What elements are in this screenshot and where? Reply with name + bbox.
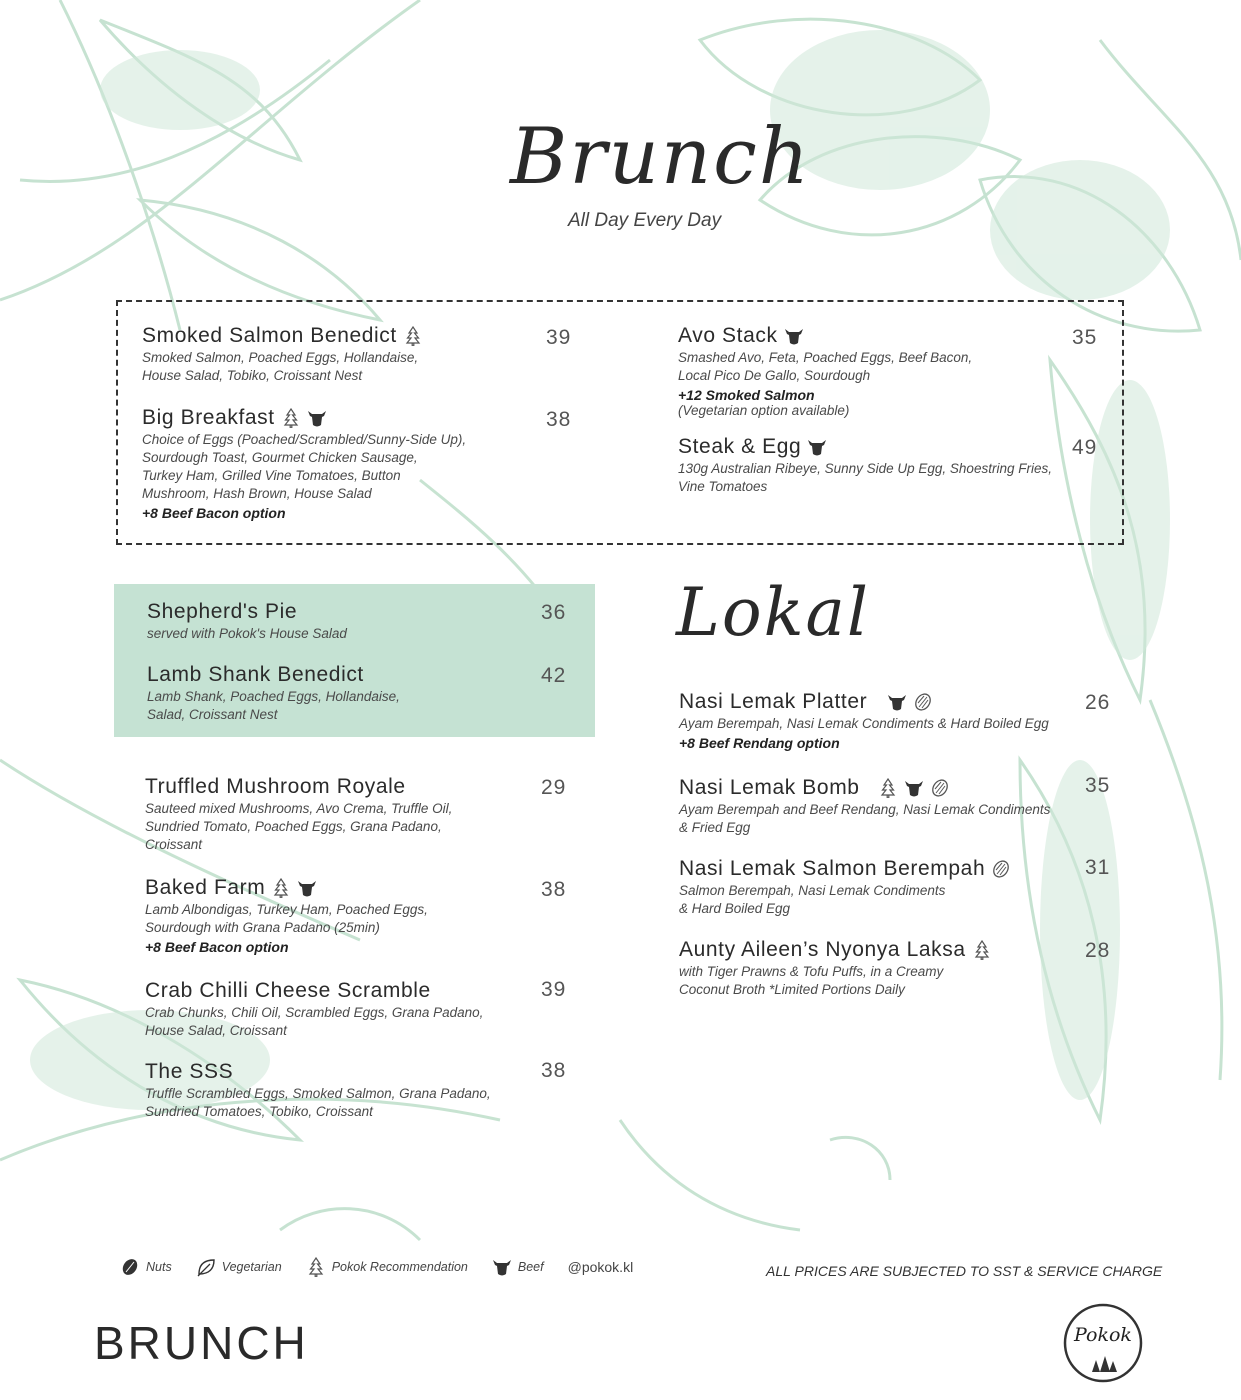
item-desc-line: Salmon Berempah, Nasi Lemak Condiments	[679, 883, 946, 898]
item-addon: +8 Beef Rendang option	[679, 735, 840, 751]
beef-icon	[904, 778, 924, 798]
legend-label: Pokok Recommendation	[331, 1260, 468, 1274]
pokok-recommendation-icon	[271, 878, 291, 898]
item-desc-line: Salad, Croissant Nest	[147, 707, 278, 722]
beef-icon	[887, 692, 907, 712]
item-addon: +12 Smoked Salmon	[678, 387, 815, 403]
item-price: 39	[546, 326, 572, 349]
menu-item-steak-and-egg	[678, 435, 1052, 496]
item-price: 29	[541, 776, 567, 799]
item-name: Smoked Salmon Benedict	[142, 324, 397, 347]
item-price: 31	[1085, 856, 1111, 879]
item-desc-line: Smoked Salmon, Poached Eggs, Hollandaise,	[142, 350, 419, 365]
legend-label: Beef	[517, 1260, 544, 1274]
item-name: Lamb Shank Benedict	[147, 663, 364, 686]
item-name: Nasi Lemak Platter	[679, 690, 868, 713]
item-name: Nasi Lemak Salmon Berempah	[679, 857, 986, 880]
item-desc-line: Vine Tomatoes	[678, 479, 768, 494]
item-desc-line: 130g Australian Ribeye, Sunny Side Up Egg, Shoestring Fries,	[678, 461, 1052, 476]
item-desc-line: Turkey Ham, Grilled Vine Tomatoes, Button	[142, 468, 401, 483]
item-price: 35	[1072, 326, 1098, 349]
beef-icon	[492, 1257, 512, 1277]
item-price: 42	[541, 664, 567, 687]
pokok-recommendation-icon	[972, 940, 992, 960]
item-desc-line: Croissant	[145, 837, 203, 852]
item-desc-line: Choice of Eggs (Poached/Scrambled/Sunny-Side Up),	[142, 432, 467, 447]
item-price: 36	[541, 601, 567, 624]
legend-nuts	[120, 1257, 172, 1277]
item-note: (Vegetarian option available)	[678, 403, 850, 418]
vegetarian-leaf-icon	[196, 1257, 216, 1277]
item-desc-line: Coconut Broth *Limited Portions Daily	[679, 982, 905, 997]
menu-item-avo-stack	[678, 324, 972, 418]
menu-item-nasi-lemak-bomb	[679, 776, 1050, 837]
menu-item-smoked-salmon-benedict	[142, 324, 423, 385]
legend-label: Nuts	[146, 1260, 172, 1274]
item-desc-line: Truffle Scrambled Eggs, Smoked Salmon, Grana Padano,	[145, 1086, 491, 1101]
nuts-icon	[991, 859, 1011, 879]
legend-recommendation	[306, 1257, 468, 1277]
item-price: 26	[1085, 691, 1111, 714]
item-name: Aunty Aileen’s Nyonya Laksa	[679, 938, 966, 961]
item-desc-line: Mushroom, Hash Brown, House Salad	[142, 486, 372, 501]
beef-icon	[307, 408, 327, 428]
item-name: Steak & Egg	[678, 435, 802, 458]
item-name: Nasi Lemak Bomb	[679, 776, 860, 799]
beef-icon	[784, 326, 804, 346]
legend-vegetarian	[196, 1257, 282, 1277]
menu-item-lamb-shank-benedict	[147, 663, 400, 724]
item-name: Crab Chilli Cheese Scramble	[145, 979, 431, 1002]
item-desc-line: served with Pokok's House Salad	[147, 626, 347, 641]
item-price: 35	[1085, 774, 1111, 797]
item-name: Baked Farm	[145, 876, 266, 899]
menu-title: Brunch	[510, 112, 811, 202]
menu-item-crab-chilli-cheese-scramble	[145, 979, 483, 1040]
item-name: Truffled Mushroom Royale	[145, 775, 406, 798]
item-price: 38	[541, 878, 567, 901]
instagram-handle[interactable]: @pokok.kl	[567, 1259, 634, 1275]
item-name: Shepherd's Pie	[147, 600, 298, 623]
icon-legend	[120, 1257, 633, 1277]
pokok-recommendation-icon	[281, 408, 301, 428]
item-price: 39	[541, 978, 567, 1001]
item-name: Big Breakfast	[142, 406, 275, 429]
item-desc-line: Lamb Albondigas, Turkey Ham, Poached Eggs,	[145, 902, 428, 917]
beef-icon	[297, 878, 317, 898]
menu-item-the-sss	[145, 1060, 491, 1121]
item-name: The SSS	[145, 1060, 234, 1083]
menu-item-nyonya-laksa	[679, 938, 992, 999]
item-desc-line: & Hard Boiled Egg	[679, 901, 791, 916]
item-addon: +8 Beef Bacon option	[145, 939, 289, 955]
item-addon: +8 Beef Bacon option	[142, 505, 286, 521]
item-desc-line: Crab Chunks, Chili Oil, Scrambled Eggs, Grana Padano,	[145, 1005, 484, 1020]
menu-tagline: All Day Every Day	[568, 210, 722, 231]
nuts-icon	[120, 1257, 140, 1277]
item-desc-line: & Fried Egg	[679, 820, 751, 835]
item-desc-line: with Tiger Prawns & Tofu Puffs, in a Creamy	[679, 964, 944, 979]
item-desc-line: Sundried Tomato, Poached Eggs, Grana Padano,	[145, 819, 442, 834]
logo-text: Pokok	[1074, 1324, 1132, 1346]
item-desc-line: House Salad, Croissant	[145, 1023, 287, 1038]
menu-item-baked-farm	[145, 876, 428, 955]
item-desc-line: Sourdough Toast, Gourmet Chicken Sausage,	[142, 450, 418, 465]
lokal-section-title: Lokal	[676, 574, 871, 651]
price-footnote: ALL PRICES ARE SUBJECTED TO SST & SERVICE CHARGE	[766, 1263, 1163, 1279]
item-name: Avo Stack	[678, 324, 778, 347]
menu-item-big-breakfast	[142, 406, 466, 521]
pokok-logo	[1062, 1302, 1144, 1384]
page-title: BRUNCH	[94, 1317, 309, 1369]
nuts-icon	[930, 778, 950, 798]
item-desc-line: Lamb Shank, Poached Eggs, Hollandaise,	[147, 689, 400, 704]
item-desc-line: Sauteed mixed Mushrooms, Avo Crema, Truffle Oil,	[145, 801, 453, 816]
item-desc-line: House Salad, Tobiko, Croissant Nest	[142, 368, 363, 383]
legend-beef	[492, 1257, 544, 1277]
item-desc-line: Local Pico De Gallo, Sourdough	[678, 368, 871, 383]
item-price: 49	[1072, 436, 1098, 459]
item-desc-line: Ayam Berempah and Beef Rendang, Nasi Lemak Condiments	[679, 802, 1051, 817]
item-desc-line: Sundried Tomatoes, Tobiko, Croissant	[145, 1104, 373, 1119]
menu-item-nasi-lemak-salmon-berempah	[679, 857, 1011, 918]
item-price: 28	[1085, 939, 1111, 962]
menu-item-shepherds-pie	[147, 600, 347, 643]
item-desc-line: Sourdough with Grana Padano (25min)	[145, 920, 380, 935]
legend-label: Vegetarian	[221, 1260, 282, 1274]
item-price: 38	[541, 1059, 567, 1082]
pokok-recommendation-icon	[306, 1257, 326, 1277]
pokok-recommendation-icon	[403, 326, 423, 346]
item-desc-line: Smashed Avo, Feta, Poached Eggs, Beef Bacon,	[678, 350, 973, 365]
nuts-icon	[913, 692, 933, 712]
menu-item-nasi-lemak-platter	[679, 690, 1049, 751]
item-price: 38	[546, 408, 572, 431]
item-desc-line: Ayam Berempah, Nasi Lemak Condiments & Hard Boiled Egg	[679, 716, 1049, 731]
menu-item-truffled-mushroom-royale	[145, 775, 452, 854]
pokok-recommendation-icon	[878, 778, 898, 798]
beef-icon	[807, 437, 827, 457]
